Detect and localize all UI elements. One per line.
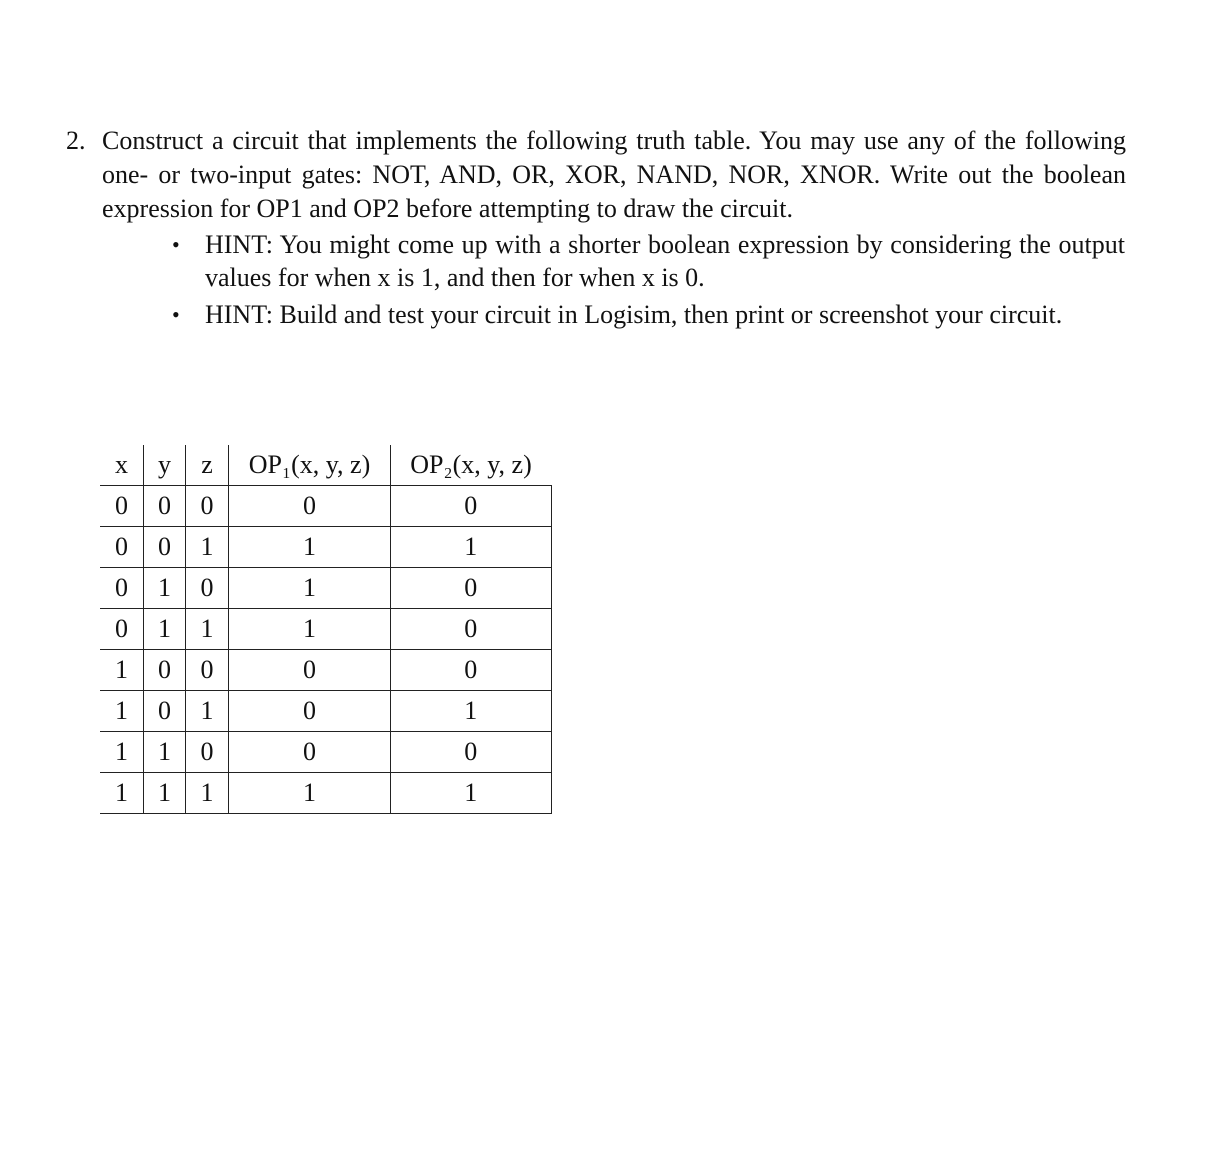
header-op2: OP₂(x, y, z) xyxy=(391,445,552,486)
cell-z: 0 xyxy=(186,650,229,691)
cell-z: 1 xyxy=(186,773,229,814)
cell-x: 0 xyxy=(100,486,144,527)
table-row xyxy=(100,691,551,732)
cell-y: 0 xyxy=(144,650,186,691)
hint-text: HINT: You might come up with a shorter boolean expression by considering the output values for when x is 1, and then for when x is 0. xyxy=(205,230,1125,292)
cell-op1: 1 xyxy=(229,568,391,609)
cell-z: 0 xyxy=(186,486,229,527)
table-row xyxy=(100,568,551,609)
cell-z: 1 xyxy=(186,609,229,650)
table-row xyxy=(100,609,551,650)
question-number: 2. xyxy=(66,126,86,155)
cell-op2: 1 xyxy=(391,691,552,732)
cell-y: 0 xyxy=(144,486,186,527)
cell-x: 0 xyxy=(100,568,144,609)
header-op1: OP₁(x, y, z) xyxy=(229,445,391,486)
hint-item xyxy=(172,298,1125,331)
cell-op1: 1 xyxy=(229,609,391,650)
cell-y: 1 xyxy=(144,568,186,609)
cell-y: 0 xyxy=(144,691,186,732)
cell-op2: 0 xyxy=(391,568,552,609)
cell-op2: 0 xyxy=(391,732,552,773)
hint-item xyxy=(172,228,1125,294)
hint-list xyxy=(172,228,1125,331)
table-row xyxy=(100,732,551,773)
cell-x: 1 xyxy=(100,691,144,732)
cell-x: 0 xyxy=(100,527,144,568)
cell-z: 0 xyxy=(186,732,229,773)
header-z: z xyxy=(186,445,229,486)
table-header-row xyxy=(100,445,551,486)
bullet-icon: • xyxy=(172,302,180,327)
cell-x: 1 xyxy=(100,732,144,773)
cell-x: 0 xyxy=(100,609,144,650)
header-x: x xyxy=(100,445,144,486)
cell-op2: 0 xyxy=(391,486,552,527)
table-row xyxy=(100,773,551,814)
cell-op1: 0 xyxy=(229,691,391,732)
question-text: Construct a circuit that implements the following truth table. You may use any of the following one- or two-input gates: NOT, AND, OR, XOR, NAND, NOR, XNOR. Write out the boolean expression for OP1 and OP2 before attempting to draw the circuit. xyxy=(102,126,1126,223)
cell-op2: 1 xyxy=(391,773,552,814)
question-2 xyxy=(66,124,1126,335)
table-row xyxy=(100,650,551,691)
cell-op1: 1 xyxy=(229,773,391,814)
cell-y: 0 xyxy=(144,527,186,568)
cell-x: 1 xyxy=(100,773,144,814)
cell-z: 1 xyxy=(186,527,229,568)
table-row xyxy=(100,527,551,568)
cell-op2: 0 xyxy=(391,650,552,691)
cell-op1: 1 xyxy=(229,527,391,568)
table-row xyxy=(100,486,551,527)
truth-table xyxy=(100,445,552,814)
hint-text: HINT: Build and test your circuit in Logisim, then print or screenshot your circuit. xyxy=(205,300,1063,329)
cell-op1: 0 xyxy=(229,732,391,773)
cell-z: 1 xyxy=(186,691,229,732)
cell-op1: 0 xyxy=(229,650,391,691)
cell-x: 1 xyxy=(100,650,144,691)
cell-z: 0 xyxy=(186,568,229,609)
cell-y: 1 xyxy=(144,773,186,814)
bullet-icon: • xyxy=(172,232,180,257)
cell-op1: 0 xyxy=(229,486,391,527)
header-y: y xyxy=(144,445,186,486)
cell-op2: 1 xyxy=(391,527,552,568)
cell-op2: 0 xyxy=(391,609,552,650)
cell-y: 1 xyxy=(144,609,186,650)
cell-y: 1 xyxy=(144,732,186,773)
